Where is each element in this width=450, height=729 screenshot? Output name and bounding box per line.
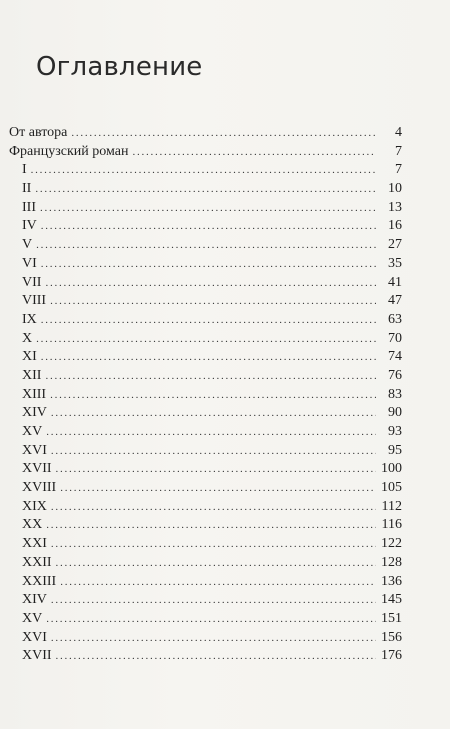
toc-entry: [9, 461, 402, 480]
toc-entry-label: XIX: [22, 498, 47, 514]
toc-entry-label: Французский роман: [9, 143, 129, 159]
toc-entry-label: XVI: [22, 629, 47, 645]
toc-entry-label: XIV: [22, 592, 47, 608]
toc-entry-page-number: 156: [381, 629, 402, 645]
toc-entry-label: XVII: [22, 461, 52, 477]
toc-entry: [9, 630, 402, 649]
toc-entry: [9, 387, 402, 406]
toc-entry-label: V: [22, 237, 33, 253]
dot-leader: [45, 370, 376, 382]
toc-entry: [9, 162, 402, 181]
dot-leader: [51, 538, 376, 550]
toc-entry-label: III: [22, 199, 36, 215]
toc-entry: [9, 275, 402, 294]
dot-leader: [51, 445, 376, 457]
dot-leader: [41, 351, 376, 363]
dot-leader: [40, 202, 376, 214]
toc-entry-label: XXII: [22, 554, 52, 570]
dot-leader: [56, 463, 376, 475]
toc-entry-label: VIII: [22, 293, 47, 309]
dot-leader: [50, 389, 376, 401]
dot-leader: [41, 258, 376, 270]
dot-leader: [35, 183, 376, 195]
toc-entry: [9, 480, 402, 499]
dot-leader: [60, 576, 376, 588]
toc-entry: [9, 592, 402, 611]
dot-leader: [41, 220, 376, 232]
toc-entry-page-number: 47: [388, 293, 402, 309]
toc-entry-page-number: 95: [388, 442, 402, 458]
toc-entry-page-number: 105: [381, 480, 402, 496]
toc-entry: [9, 293, 402, 312]
toc-entry-label: XV: [22, 610, 43, 626]
toc-entry-page-number: 7: [395, 162, 402, 178]
toc-entry-page-number: 7: [395, 143, 402, 159]
toc-entry-page-number: 176: [381, 648, 402, 664]
toc-entry: [9, 218, 402, 237]
dot-leader: [71, 127, 376, 139]
toc-entry-page-number: 27: [388, 237, 402, 253]
toc-entry: [9, 181, 402, 200]
toc-entry-page-number: 128: [381, 554, 402, 570]
dot-leader: [51, 501, 376, 513]
toc-entry: [9, 648, 402, 667]
toc-entry-label: IX: [22, 311, 37, 327]
page-title: Оглавление: [36, 52, 203, 82]
toc-entry-page-number: 100: [381, 461, 402, 477]
dot-leader: [46, 426, 376, 438]
dot-leader: [51, 594, 376, 606]
toc-entry-label: XIV: [22, 405, 47, 421]
toc-entry: [9, 443, 402, 462]
dot-leader: [51, 407, 376, 419]
dot-leader: [46, 613, 376, 625]
toc-entry-page-number: 76: [388, 367, 402, 383]
toc-entry: [9, 144, 402, 163]
toc-entry-page-number: 35: [388, 255, 402, 271]
toc-entry-label: VI: [22, 255, 37, 271]
toc-entry: [9, 368, 402, 387]
toc-entry-label: XVI: [22, 442, 47, 458]
toc-entry-label: IV: [22, 218, 37, 234]
dot-leader: [31, 164, 376, 176]
dot-leader: [56, 557, 376, 569]
dot-leader: [133, 146, 377, 158]
toc-entry-page-number: 90: [388, 405, 402, 421]
dot-leader: [36, 239, 376, 251]
toc-entry: [9, 555, 402, 574]
toc-entry: [9, 517, 402, 536]
dot-leader: [46, 519, 376, 531]
toc-entry-page-number: 10: [388, 181, 402, 197]
toc-entry: [9, 499, 402, 518]
toc-entry-page-number: 16: [388, 218, 402, 234]
toc-entry-page-number: 136: [381, 573, 402, 589]
toc-entry-page-number: 93: [388, 424, 402, 439]
toc-entry-page-number: 116: [381, 517, 402, 533]
toc-entry: [9, 200, 402, 219]
toc-entry-label: От автора: [9, 125, 68, 140]
table-of-contents: [9, 125, 402, 667]
toc-entry-label: X: [22, 330, 33, 346]
toc-entry: [9, 125, 402, 144]
toc-entry: [9, 256, 402, 275]
toc-entry-label: II: [22, 181, 32, 197]
toc-entry-label: XIII: [22, 386, 47, 402]
toc-entry-page-number: 74: [388, 349, 402, 365]
toc-entry-label: XXI: [22, 536, 47, 552]
toc-entry: [9, 349, 402, 368]
toc-entry-label: XVIII: [22, 480, 57, 496]
toc-entry-label: XVII: [22, 648, 52, 664]
toc-entry-page-number: 63: [388, 311, 402, 327]
dot-leader: [51, 632, 376, 644]
dot-leader: [50, 295, 376, 307]
toc-entry-label: XV: [22, 424, 43, 439]
toc-entry-page-number: 4: [395, 125, 402, 140]
toc-entry-page-number: 13: [388, 199, 402, 215]
toc-entry: [9, 574, 402, 593]
toc-entry-label: XII: [22, 367, 42, 383]
toc-entry-page-number: 151: [381, 610, 402, 626]
toc-entry-label: XI: [22, 349, 37, 365]
dot-leader: [36, 333, 376, 345]
toc-entry-label: VII: [22, 274, 42, 290]
toc-entry-label: I: [22, 162, 27, 178]
toc-entry-page-number: 41: [388, 274, 402, 290]
toc-entry: [9, 237, 402, 256]
toc-entry: [9, 312, 402, 331]
toc-entry: [9, 405, 402, 424]
toc-entry: [9, 536, 402, 555]
toc-entry-page-number: 122: [381, 536, 402, 552]
dot-leader: [60, 482, 376, 494]
toc-entry: [9, 424, 402, 443]
toc-entry-page-number: 145: [381, 592, 402, 608]
toc-entry-page-number: 83: [388, 386, 402, 402]
toc-entry-label: XXIII: [22, 573, 57, 589]
toc-entry: [9, 331, 402, 350]
dot-leader: [56, 650, 376, 662]
dot-leader: [41, 314, 376, 326]
toc-entry-page-number: 70: [388, 330, 402, 346]
toc-entry: [9, 611, 402, 630]
toc-entry-label: XX: [22, 517, 43, 533]
dot-leader: [45, 277, 376, 289]
toc-entry-page-number: 112: [381, 498, 402, 514]
